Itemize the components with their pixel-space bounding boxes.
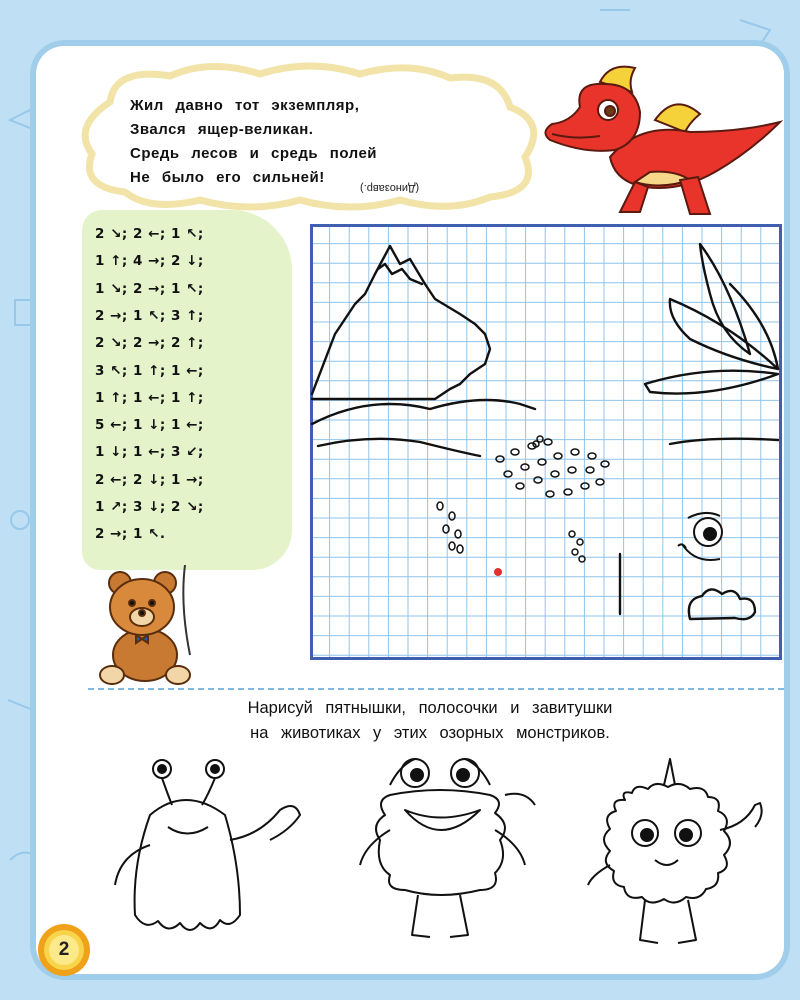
task-line: на животиках у этих озорных монстриков. xyxy=(250,724,610,742)
scale-dot xyxy=(554,453,562,459)
scale-dot xyxy=(546,491,554,497)
scale-dot xyxy=(537,436,543,442)
poem-line: Не было его сильней! xyxy=(130,169,325,186)
dictation-line: 2 ↘; 2 →; 2 ↑; xyxy=(95,335,204,352)
poem-line: Жил давно тот экземпляр, xyxy=(130,97,360,114)
scale-dot xyxy=(551,471,559,477)
dictation-line: 1 ↑; 1 ←; 1 ↑; xyxy=(95,389,204,406)
dinosaur-illustration xyxy=(540,62,785,222)
start-dot xyxy=(494,568,502,576)
task-line: Нарисуй пятнышки, полосочки и завитушки xyxy=(247,699,613,717)
riddle-answer: (Динозавр.) xyxy=(360,182,420,194)
scale-dot xyxy=(443,525,449,533)
dictation-line: 2 →; 1 ↖; 3 ↑; xyxy=(95,307,204,324)
leaf-3 xyxy=(670,299,778,369)
dictation-line: 2 ↘; 2 ←; 1 ↖; xyxy=(95,226,204,242)
dashed-divider xyxy=(88,688,784,690)
dictation-line: 5 ←; 1 ↓; 1 ←; xyxy=(95,417,204,434)
leaf-2 xyxy=(730,284,778,369)
tentacle-monster xyxy=(115,760,300,930)
scale-dot xyxy=(588,453,596,459)
grid-lines xyxy=(310,224,782,660)
scale-dot xyxy=(571,449,579,455)
scale-dot xyxy=(455,530,461,538)
dictation-line: 2 →; 1 ↖. xyxy=(95,526,166,543)
page-number-badge xyxy=(36,922,92,978)
scale-dot xyxy=(586,467,594,473)
furry-monster xyxy=(360,759,535,937)
scale-dot xyxy=(449,542,455,550)
scale-dot xyxy=(572,549,578,555)
dotted-scales xyxy=(437,436,609,562)
dictation-line: 1 ↘; 2 →; 1 ↖; xyxy=(95,280,204,297)
dictation-line: 1 ↓; 1 ←; 3 ↙; xyxy=(95,444,204,461)
scale-dot xyxy=(601,461,609,467)
scale-dot xyxy=(534,477,542,483)
unicorn-puff-monster xyxy=(588,759,762,943)
scale-dot xyxy=(516,483,524,489)
scale-dot xyxy=(569,531,575,537)
scale-dot xyxy=(504,471,512,477)
eye-drawing xyxy=(678,513,722,560)
task-instructions xyxy=(150,696,710,746)
scale-dot xyxy=(568,467,576,473)
monster-coloring-illustrations xyxy=(90,755,790,955)
drawing-grid xyxy=(310,224,782,660)
poem-text xyxy=(130,94,470,190)
poem-line: Звался ящер-великан. xyxy=(130,121,314,138)
scale-dot xyxy=(437,502,443,510)
leaf-4 xyxy=(645,371,778,394)
scale-dot xyxy=(521,464,529,470)
scale-dot xyxy=(511,449,519,455)
dictation-line: 1 ↗; 3 ↓; 2 ↘; xyxy=(95,499,204,515)
scale-dot xyxy=(457,545,463,553)
scale-dot xyxy=(581,483,589,489)
dictation-line: 2 ←; 2 ↓; 1 →; xyxy=(95,471,204,488)
teddy-bear-illustration xyxy=(90,565,220,685)
poem-line: Средь лесов и средь полей xyxy=(130,145,378,162)
ground-line-left xyxy=(318,439,480,456)
page-number: 2 xyxy=(58,939,70,960)
scale-dot xyxy=(577,539,583,545)
scale-dot xyxy=(596,479,604,485)
dictation-line: 3 ↖; 1 ↑; 1 ←; xyxy=(95,362,204,379)
dictation-line: 1 ↑; 4 →; 2 ↓; xyxy=(95,253,204,270)
scale-dot xyxy=(449,512,455,520)
